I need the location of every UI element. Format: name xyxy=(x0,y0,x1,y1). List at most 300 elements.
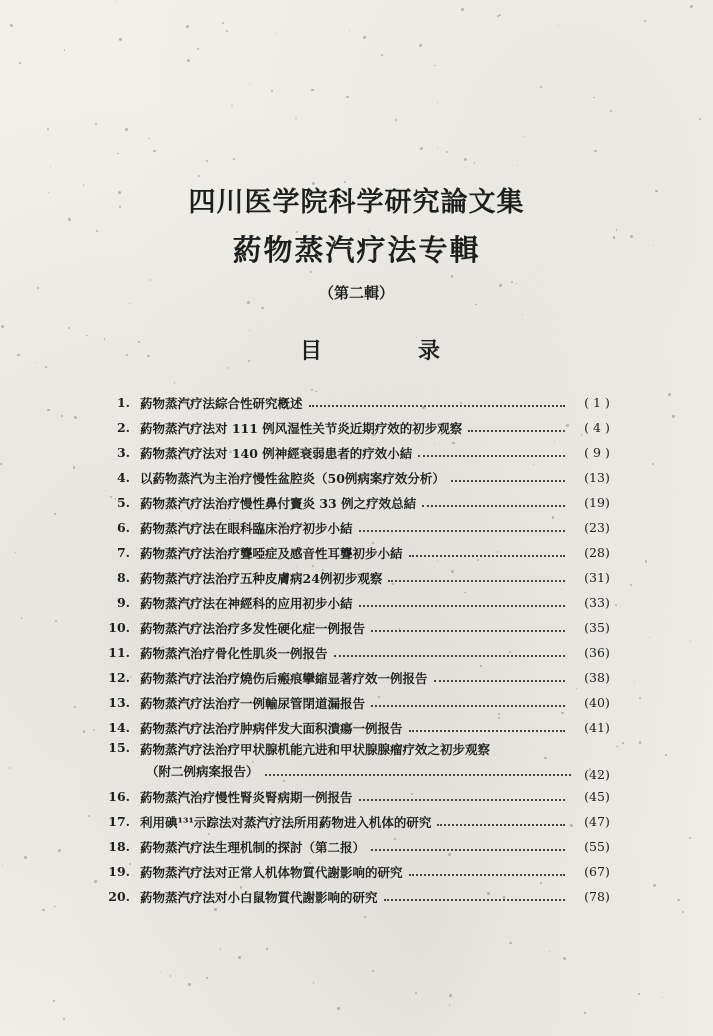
toc-entry-number: 16. xyxy=(108,789,130,804)
paper-speck xyxy=(213,397,214,398)
toc-entry-title-cell xyxy=(140,788,571,806)
paper-speck xyxy=(153,150,156,153)
toc-entry-number: 18. xyxy=(108,839,130,854)
toc-entry xyxy=(98,740,623,784)
paper-speck xyxy=(649,637,650,638)
paper-speck xyxy=(372,970,374,972)
paper-speck xyxy=(129,303,130,304)
paper-speck xyxy=(240,886,242,888)
paper-speck xyxy=(241,399,244,402)
paper-speck xyxy=(233,158,235,160)
toc-entry xyxy=(98,615,623,640)
paper-speck xyxy=(152,603,154,605)
toc-entry-title: 葯物蒸汽疗法治疗五种皮膚病24例初步观察 xyxy=(140,570,383,586)
paper-speck xyxy=(2,865,3,866)
paper-speck xyxy=(437,102,438,103)
paper-speck xyxy=(699,118,702,121)
paper-speck xyxy=(83,184,84,185)
toc-entry-title: 利用碘¹³¹示踪法对蒸汽疗法所用葯物进入机体的研究 xyxy=(140,814,432,830)
paper-speck xyxy=(672,415,675,418)
toc-entry xyxy=(98,540,623,565)
paper-speck xyxy=(115,498,116,499)
toc-entry-number: 15. xyxy=(108,740,130,755)
paper-speck xyxy=(662,997,663,998)
paper-speck xyxy=(690,5,692,7)
paper-speck xyxy=(228,367,229,368)
paper-speck xyxy=(144,638,145,639)
paper-speck xyxy=(170,975,171,976)
paper-speck xyxy=(179,457,181,459)
toc-entry xyxy=(98,565,623,590)
paper-speck xyxy=(186,25,189,28)
paper-speck xyxy=(549,951,550,952)
paper-speck xyxy=(247,301,250,304)
toc-entry-title: 葯物蒸汽疗法治疗一例輸尿管閉道漏报告 xyxy=(140,695,366,711)
toc-entry-title: 葯物蒸汽疗法治疗肿病伴发大面积潰瘍一例报告 xyxy=(140,720,403,736)
paper-speck xyxy=(690,640,691,641)
toc-entry xyxy=(98,809,623,834)
paper-speck xyxy=(540,882,542,884)
paper-speck xyxy=(162,646,164,648)
paper-speck xyxy=(68,218,71,221)
dot-leader xyxy=(359,604,565,607)
paper-speck xyxy=(104,338,105,339)
paper-speck xyxy=(283,524,285,526)
toc-entry-title-cell xyxy=(140,469,571,487)
toc-entry-number: 9. xyxy=(116,595,130,610)
toc-entry-page: (35) xyxy=(584,620,610,635)
toc-entry-title-cell xyxy=(140,719,571,737)
paper-speck xyxy=(270,813,272,815)
paper-speck xyxy=(399,628,400,629)
dot-leader xyxy=(409,729,565,732)
toc-entry-page: ( 9 ) xyxy=(584,445,610,460)
paper-speck xyxy=(0,463,2,465)
toc-entry-page: (36) xyxy=(584,645,610,660)
dot-leader xyxy=(309,404,565,407)
paper-speck xyxy=(566,424,569,427)
paper-speck xyxy=(615,604,617,606)
paper-speck xyxy=(638,993,640,995)
paper-speck xyxy=(365,192,367,194)
paper-speck xyxy=(346,96,348,98)
paper-speck xyxy=(197,48,199,50)
toc-entry xyxy=(98,490,623,515)
paper-speck xyxy=(345,421,346,422)
paper-speck xyxy=(312,521,313,522)
toc-entry-number: 14. xyxy=(108,720,130,735)
toc-entry-page: (23) xyxy=(584,520,610,535)
paper-speck xyxy=(540,86,542,88)
paper-speck xyxy=(594,150,597,153)
toc-entry-title: 葯物蒸汽疗法生理机制的探討（第二报） xyxy=(140,839,366,855)
toc-entry xyxy=(98,415,623,440)
toc-entry-number: 10. xyxy=(108,620,130,635)
paper-speck xyxy=(54,906,56,908)
toc-entry-title-cell xyxy=(140,838,571,856)
paper-speck xyxy=(15,552,16,553)
toc-entry-number: 5. xyxy=(116,495,130,510)
toc-entry xyxy=(98,859,623,884)
paper-speck xyxy=(271,90,273,92)
toc-entry-number: 8. xyxy=(116,570,130,585)
paper-speck xyxy=(378,696,380,698)
paper-speck xyxy=(487,892,490,895)
paper-speck xyxy=(480,665,482,667)
toc-entry-page: (47) xyxy=(584,814,610,829)
paper-speck xyxy=(522,314,523,315)
toc-entry-page: (42) xyxy=(584,767,610,782)
paper-speck xyxy=(248,360,251,363)
toc-entry-title-cell xyxy=(140,444,571,462)
paper-speck xyxy=(655,190,657,192)
paper-speck xyxy=(475,304,476,305)
paper-speck xyxy=(489,207,492,210)
paper-speck xyxy=(464,158,467,161)
paper-speck xyxy=(644,20,646,22)
paper-speck xyxy=(47,409,50,412)
paper-speck xyxy=(150,279,151,280)
paper-speck xyxy=(17,354,20,357)
paper-speck xyxy=(517,165,518,166)
dot-leader xyxy=(468,429,565,432)
toc-entry-page: (13) xyxy=(584,470,610,485)
toc-entry-title-cell xyxy=(140,494,571,512)
toc-entry-page: ( 4 ) xyxy=(584,420,610,435)
paper-speck xyxy=(292,824,294,826)
paper-speck xyxy=(74,706,76,708)
toc-entry-number: 11. xyxy=(108,645,130,660)
paper-speck xyxy=(296,566,297,567)
paper-speck xyxy=(50,166,51,167)
paper-speck xyxy=(434,65,436,67)
toc-entry-page: ( 1 ) xyxy=(584,395,610,410)
paper-speck xyxy=(337,1007,340,1010)
paper-speck xyxy=(126,354,129,357)
toc-entry-page: (45) xyxy=(584,789,610,804)
paper-speck xyxy=(254,602,255,603)
paper-speck xyxy=(63,1018,65,1020)
toc-entry-title-cell xyxy=(140,619,571,637)
paper-speck xyxy=(392,583,394,585)
toc-heading-right: 录 xyxy=(417,338,440,364)
toc-entry xyxy=(98,784,623,809)
paper-speck xyxy=(498,713,500,715)
toc-entry-title: 葯物蒸汽疗法治疗聾啞症及感音性耳聾初步小結 xyxy=(140,545,403,561)
toc-entry-number: 17. xyxy=(108,814,130,829)
paper-speck xyxy=(449,994,452,997)
paper-speck xyxy=(451,275,453,277)
paper-speck xyxy=(36,362,37,363)
paper-speck xyxy=(243,255,246,258)
dot-leader xyxy=(265,773,571,776)
paper-speck xyxy=(249,84,250,85)
paper-speck xyxy=(312,182,315,185)
paper-speck xyxy=(209,660,210,661)
paper-speck xyxy=(198,175,200,177)
paper-speck xyxy=(261,307,263,309)
paper-speck xyxy=(147,355,150,358)
toc-entry-number: 1. xyxy=(116,395,130,410)
paper-speck xyxy=(266,948,267,949)
toc-entry xyxy=(98,390,623,415)
toc-entry-page: (31) xyxy=(584,570,610,585)
toc-entry xyxy=(98,884,623,909)
paper-speck xyxy=(498,717,499,718)
paper-speck xyxy=(125,128,128,131)
paper-speck xyxy=(639,741,642,744)
toc-entry-number: 3. xyxy=(116,445,130,460)
toc-entry-title-cell xyxy=(140,644,571,662)
paper-speck xyxy=(53,1000,55,1002)
toc-entry xyxy=(98,515,623,540)
paper-speck xyxy=(668,393,671,396)
paper-speck xyxy=(119,38,122,41)
paper-speck xyxy=(117,153,118,154)
paper-speck xyxy=(188,983,190,985)
paper-speck xyxy=(375,255,378,258)
paper-speck xyxy=(55,620,57,622)
paper-speck xyxy=(499,284,502,287)
paper-speck xyxy=(509,651,510,652)
dot-leader xyxy=(359,529,565,532)
toc-entry-page: (40) xyxy=(584,695,610,710)
paper-speck xyxy=(645,560,648,563)
paper-speck xyxy=(238,956,240,958)
toc-entry-title-cell xyxy=(140,669,571,687)
paper-speck xyxy=(665,754,667,756)
paper-speck xyxy=(348,247,351,250)
paper-speck xyxy=(88,815,90,817)
dot-leader xyxy=(422,504,565,507)
paper-speck xyxy=(295,118,296,119)
paper-speck xyxy=(677,899,679,901)
dot-leader xyxy=(384,898,565,901)
paper-speck xyxy=(214,908,217,911)
toc-entry-title: 以葯物蒸汽为主治疗慢性盆腔炎（50例病案疗效分析） xyxy=(140,470,445,486)
issue-label: （第二輯） xyxy=(318,284,394,302)
paper-speck xyxy=(584,1012,586,1014)
toc-entry-title-cell xyxy=(140,544,571,562)
paper-speck xyxy=(61,415,63,417)
paper-speck xyxy=(179,487,180,488)
paper-speck xyxy=(73,466,75,468)
paper-speck xyxy=(310,271,312,273)
toc-entry xyxy=(98,690,623,715)
toc-entry-page: (55) xyxy=(584,839,610,854)
paper-speck xyxy=(593,97,595,99)
toc-entry-title-continuation xyxy=(140,760,571,782)
paper-speck xyxy=(449,1004,450,1005)
paper-speck xyxy=(171,537,173,539)
dot-leader xyxy=(437,823,565,826)
dot-leader xyxy=(409,873,565,876)
paper-speck xyxy=(24,856,27,859)
paper-speck xyxy=(563,957,566,960)
paper-speck xyxy=(446,151,448,153)
toc-entry-title: 葯物蒸汽疗法在眼科臨床治疗初步小結 xyxy=(140,520,353,536)
paper-speck xyxy=(220,840,222,842)
paper-speck xyxy=(231,105,232,106)
paper-speck xyxy=(187,59,190,62)
paper-speck xyxy=(1,325,4,328)
toc-entry-number: 2. xyxy=(116,420,130,435)
toc-entry-page: (33) xyxy=(584,595,610,610)
toc-entry-title-cell xyxy=(140,694,571,712)
paper-speck xyxy=(160,971,161,972)
toc-entry xyxy=(98,665,623,690)
paper-speck xyxy=(42,909,44,911)
paper-speck xyxy=(497,551,499,553)
toc-entry-title-cell xyxy=(140,594,571,612)
paper-speck xyxy=(363,36,366,39)
toc-entry-number: 4. xyxy=(116,470,130,485)
toc-entry-title: 葯物蒸汽疗法对正常人机体物質代謝影响的研究 xyxy=(140,864,403,880)
paper-speck xyxy=(94,880,96,882)
toc-entry-title: 葯物蒸汽疗法綜合性研究槪述 xyxy=(140,395,303,411)
paper-speck xyxy=(570,824,573,827)
toc-entry-title: 葯物蒸汽疗法对 111 例风湿性关节炎近期疗效的初步观察 xyxy=(140,420,463,436)
paper-speck xyxy=(552,516,555,519)
paper-speck xyxy=(54,513,56,515)
paper-speck xyxy=(639,697,641,699)
paper-speck xyxy=(86,335,87,336)
toc-entry-number: 20. xyxy=(108,889,130,904)
toc-entry-title-cell xyxy=(140,888,571,906)
paper-speck xyxy=(378,287,379,288)
paper-speck xyxy=(206,160,208,162)
paper-speck xyxy=(74,416,77,419)
toc-entry-title: 葯物蒸汽治疗骨化性肌炎一例报告 xyxy=(140,645,328,661)
toc-entry-title-cell xyxy=(140,419,571,437)
paper-speck xyxy=(58,849,61,852)
paper-speck xyxy=(381,54,383,56)
dot-leader xyxy=(371,848,565,851)
toc-entry-title: 葯物蒸汽疗法治疗多发性硬化症一例报告 xyxy=(140,620,366,636)
paper-speck xyxy=(461,8,464,11)
toc-entry-number: 12. xyxy=(108,670,130,685)
paper-speck xyxy=(9,767,10,768)
dot-leader xyxy=(371,704,565,707)
paper-speck xyxy=(437,147,439,149)
table-of-contents xyxy=(98,390,623,909)
dot-leader xyxy=(434,679,565,682)
paper-speck xyxy=(448,853,451,856)
paper-speck xyxy=(622,742,624,744)
volume-title: 葯物蒸汽疗法专輯 xyxy=(232,233,481,267)
paper-speck xyxy=(395,119,397,121)
toc-entry-title: 葯物蒸汽治疗慢性腎炎腎病期一例报告 xyxy=(140,789,353,805)
paper-speck xyxy=(277,705,278,706)
paper-speck xyxy=(21,617,23,619)
toc-entry-number: 19. xyxy=(108,864,130,879)
toc-entry-title-cell xyxy=(140,863,571,881)
paper-speck xyxy=(415,992,417,994)
paper-speck xyxy=(93,729,95,731)
paper-speck xyxy=(610,110,612,112)
toc-entry-number: 13. xyxy=(108,695,130,710)
paper-speck xyxy=(451,570,453,572)
toc-entry-title: 葯物蒸汽疗法治疗慢性鼻付竇炎 33 例之疗效总結 xyxy=(140,495,417,511)
paper-speck xyxy=(477,559,479,561)
toc-entry-title: 葯物蒸汽疗法在神經科的应用初步小結 xyxy=(140,595,353,611)
dot-leader xyxy=(371,629,565,632)
paper-speck xyxy=(95,123,98,126)
paper-speck xyxy=(497,15,499,17)
toc-heading xyxy=(300,334,440,365)
toc-entry-title: 葯物蒸汽疗法治疗燒伤后瘢痕攣縮显著疗效一例报告 xyxy=(140,670,428,686)
paper-speck xyxy=(163,753,165,755)
toc-entry-page: (38) xyxy=(584,670,610,685)
paper-speck xyxy=(83,730,86,733)
paper-speck xyxy=(474,162,475,163)
paper-speck xyxy=(620,606,621,607)
paper-speck xyxy=(420,147,423,150)
paper-speck xyxy=(514,875,515,876)
dot-leader xyxy=(409,554,565,557)
paper-speck xyxy=(275,33,276,34)
paper-speck xyxy=(116,1,117,2)
dot-leader xyxy=(418,454,565,457)
paper-speck xyxy=(558,25,559,26)
paper-speck xyxy=(266,555,268,557)
toc-entry-number: 7. xyxy=(116,545,130,560)
toc-entry-title: 葯物蒸汽疗法对 140 例神經衰弱患者的疗效小結 xyxy=(140,445,413,461)
paper-speck xyxy=(64,49,66,51)
toc-entry-page: (78) xyxy=(584,889,610,904)
dot-leader xyxy=(334,654,565,657)
paper-speck xyxy=(419,44,421,46)
paper-speck xyxy=(509,942,511,944)
paper-speck xyxy=(296,231,298,233)
paper-speck xyxy=(45,366,47,368)
paper-speck xyxy=(364,916,366,918)
paper-speck xyxy=(630,584,632,586)
paper-speck xyxy=(634,681,635,682)
toc-entry-title-cell xyxy=(140,394,571,412)
paper-speck xyxy=(524,136,525,137)
paper-speck xyxy=(47,128,49,130)
toc-entry-number: 6. xyxy=(116,520,130,535)
paper-speck xyxy=(206,977,208,979)
toc-entry-title-line2: （附二例病案报告） xyxy=(146,764,259,779)
toc-entry xyxy=(98,640,623,665)
paper-speck xyxy=(226,30,228,32)
toc-entry xyxy=(98,590,623,615)
paper-speck xyxy=(462,200,464,202)
paper-speck xyxy=(616,229,617,230)
paper-speck xyxy=(148,138,149,139)
paper-speck xyxy=(344,181,346,183)
paper-speck xyxy=(220,948,221,949)
paper-speck xyxy=(366,245,367,246)
toc-entry-title-cell xyxy=(140,519,571,537)
paper-speck xyxy=(313,982,314,983)
paper-speck xyxy=(349,30,350,31)
toc-entry-title-cell xyxy=(140,569,571,587)
toc-entry-title-cell xyxy=(140,813,571,831)
toc-entry-title-cell xyxy=(140,740,571,782)
paper-speck xyxy=(294,557,295,558)
paper-speck xyxy=(174,382,175,383)
paper-speck xyxy=(138,341,140,343)
paper-speck xyxy=(652,463,655,466)
paper-speck xyxy=(315,391,316,392)
paper-speck xyxy=(452,442,454,444)
paper-speck xyxy=(682,911,684,913)
paper-speck xyxy=(19,62,21,64)
toc-entry xyxy=(98,465,623,490)
